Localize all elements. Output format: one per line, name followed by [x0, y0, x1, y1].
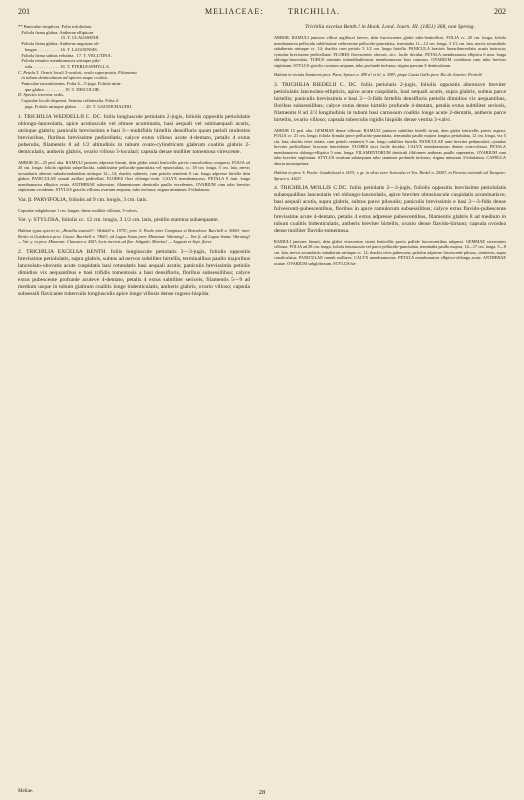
variety-heading: Var. β. PARVIFOLIA, foliolis ad 9 cm. longis, 3 cm. latis. [18, 196, 148, 203]
key-line: Foliola firma subtus velutina . 17. T. VELUTINA. [18, 52, 112, 58]
key-line: que glabra . . . . . . . . . 19. T. DISCOLOR. [18, 86, 100, 92]
key-line: Paniculae racemiformes. Folia 4—5-juga. Foliola utrin- [18, 81, 122, 87]
running-header [18, 6, 506, 18]
species-description: ARBOR 15 ped. alta. GEMMAE dense villosae. RAMULI juniores subtiliter hirtelli striati, dein glabri lenticellis parvis aspersi. FOLIA cc. 21 cm. longa; foliola firmula parce pellucido-punctulata, terminalia paullo majora longius petiolulata, 12 cm. longa, vix 5 cm. lata; rhachis teres striata, cum petiolo semiterti 9 cm. longo subtiliter hirtella. PANICULAE rami breviter pedunculati; cymulae breviter pedicellatae; bracteae lanceolatae. FLORES sicci facile decidui. CALYX membranaceus dentes ovato-obtusi. PETALA membranacea oblongo-elliptica 5 mm. longa. FILAMENTORUM denticuli filiformes antheras paullo superantes. OVARIUM cum tubo breviter stipitatum. STYLUS ovarium subaequans tubo staminea profunde inclusus; stigma minutum 3-lobulatum. CAPSULA abortu monosperma. [274, 127, 506, 166]
header-genus: TRICHILIA. [288, 7, 340, 16]
variety-heading: Var. γ. STYLOSA, foliolis cc. 12 cm. longis, 3 1/2 cm. latis, pistillo stamina subaequante. [18, 217, 219, 224]
species-key [18, 24, 250, 110]
key-line: 15. T. CLAUSSENII. [18, 35, 100, 41]
key-line: C. Petala 5. Ovarii loculi 3-ovulati; ovula superposita. Filamenta [18, 69, 137, 75]
page-number-left: 201 [18, 7, 30, 16]
key-line: sula . . . . . . . . . . . . 18. T. PTERLEAPHYLLA. [18, 63, 111, 69]
synonym-citation: Trichilia excelsa Benth.! in Hook. Lond. Journ. III. (1851) 368, non Spreng. [305, 24, 475, 30]
species-description: ARBOR. RAMULI juniores villosi argillacei laeves, dein fuscescentes glabri tubo-lenticellosi. FOLIA cc. 20 cm. longa; foliola membranacea pellucida subtilissime crebrerrime pellucido-punctulata, terminalia 11—12 cm. longa, 3 1/2 cm. lata, nervis secundariis subalternis utrinque cc. 14; rhachis cum petiolo 5 1/2 cm. longo hirtella. PANICULA bracteis linearilanceolatis acutis instructa; cymulae brevissime pedicellatae. FLORES flavescentes obovati, sicc. facile decidui. PETALA membranacea elliptica 6 mm. longa oblongo-lanceolata. TUBUS staminis infundibuliformis membranaceus basi carnosus. OVARIUM ovoideum cum tubo breviter stipitatum. STYLUS gracilis ovarium aequans, tubo profunde inclusus; stigma parvum 3-denticulatum. [274, 35, 506, 68]
species-diagnosis: 3. TRICHILIA RIEDELII C. DC. foliis petiolatis 2-jugis, foliolis oppositis alternisve breviter petiolulatis lanceolato-ellipticis, apice acute cuspidatis, basi nequali acutis, supra glabris, subtus parce hirtellis; paniculis brevissimis e basi 2—3-fidis hirtellis densifloris petiolis dimidios vix aequantibus, floribus subsessilibus; calyce extus dense hirtello profunde 4-dentato, petalis extus subtiliter sericeis, filamentis 8 ad 2/3 longitudinis in tubum basi carnosum coalitis longe acute 2-dentatis, antheris parce hirtellis, ovario villoso; capsula tuberculis rigidis hispidis dense vestita 3-valvi. [274, 81, 506, 123]
key-line: Foliola firma glabra. Antherae ellipticae [18, 29, 94, 35]
species-description: RAMULI juniores hirsuti, dein glabri virescentes striati lenticellis parvis pallide fuscescentibus adspersi. GEMMAE virescentes villosae. FOLIA ad 28 cm. longa; foliola tenuiuscula vel parce pellucido-punctulata, terminalia paullo majora, 14—17 cm. longa, 5—8 cm. lata, nervis secundariis subalternis utrinque cc. 12; rhachis teres pubescens; petiolus adpresse fuscescenti-pilosus, semiteres, supra canaliculatus. PANICULAE ramuli axillares. CALYX membranaceus. PETALA membranacea elliptico-oblonga acuta. ANTHERAE acutae. OVARIUM subglobosum. STYLUS hir- [274, 238, 506, 266]
page-number-right: 202 [494, 7, 506, 16]
key-line: Foliola firma glabra. Antherae angustae ob- [18, 41, 100, 47]
key-line: juga. Foliola utrinque glabra . . . . 20. T. GAUDICHAUDII. [18, 103, 133, 109]
key-line: ** Paniculae simplices. Folia trifoliolata. [18, 24, 92, 29]
habitat-note: Habitat typus speciei in „Brasilia australi“: Weddell n. 1975!; prov. S. Paulo inter Campinas et Borcalava: Burchell n. 5066!; inter Retiro et Guiabeira prov. Goyaz: Burchell n. 7466!; ad Lagoa Santa prov. Minarum: Warming! — Var. β. ad Lagoa Santa: Warming! — Var. γ. in prov. Minarum: Claussen n. 458!; locis incertis ad flue. Salgado: Martius! — Augusto et Sept. floret. [18, 228, 250, 245]
key-line: in tubum denticulatum ad apicem usque coalita. [18, 75, 108, 81]
header-family: MELIACEAE: [205, 7, 264, 16]
species-diagnosis: 1. TRICHILIA WEDDELLII C. DC. foliis longiuscule petiolatis 2-jugis, foliolis oppositis petiolulatis oblongo-lanceolatis, apice acutiuscule vel obtuse acuminatis, basi aequali vel subinaequali acutis, utrinque glabris; paniculis brevissimis e basi 3—multifidis hirtellis densifloris quam petioli multoties brevioribus, floribus brevissime pedicellatis; calyce extus villoso acute 4-dentato, petalis 4 extus puberulis, filamentis 8 ad 1/2 altitudinis in tubum ovato-cylindricum glabrum coalitis glabris 2-denticulatis, antheris glabris, ovario villoso 3-loculari; capsula denae molliter tomentosa virescente. [18, 113, 250, 155]
key-line: Foliola tenuiter membranacea utrinque pilo- [18, 58, 101, 64]
key-line: Capsulae loculi dispermi. Semina collateralia. Folia 2- [18, 98, 120, 104]
sheet-number: 28 [258, 789, 266, 796]
variety-description: Capsulae subglobosae 1 cm. longae, dense molliter villosae, 3-valves. [18, 207, 139, 213]
right-column [274, 24, 506, 786]
key-line: D. Species incertae sedis. [18, 92, 65, 98]
left-column [18, 24, 250, 786]
habitat-note: Habitat in prov. S. Paulo: Gaudichaud n. 603!; r. gr. in silvis inter Sorocaba et Ytu: Riedel n. 2058!; in Peruvia orientali ad Tarapoto: Spruce n. 4421! [274, 170, 506, 181]
species-diagnosis: 4. TRICHILIA MOLLIS C.DC. foliis petiolatis 2—3-jugis, foliolis oppositis brevissime petiolulatis subaequalibus lanceolatis vel oblongo-lanceolatis, apice breviter obtusiuscule cuspidatis acuminatisve, basi aequali acutis, supra glabris, subtus parce pilosulis; paniculis brevissimis e basi 2—3-fidis dense fulvescenti-pubescentibus, floribus in apice ramulorum subsessilibus; calyce extus flavido-pubescente brevissime acute 4-dentato, petalis 4 extus adpresse pubescentibus, filamentis glabris 8 ad medium in tubum coalitis bidenticulatis, antheris breviter hirtellis, ovario dense flavido-hirsuto; capsula ovoidea dense molliter flavido-tomentosa. [274, 185, 506, 234]
species-description: ARBOR 20—25 ped. alta. RAMULI juniores adpresse hirsuti, dein glabri striati lenticellis parvis concoloribus conspersi. FOLIA ad 20 cm. longa; foliola rigidula subpellucida, subtilissime pellucido-punctulata vel epunctulata, cc. 18 cm. longa, 5 cm. lata, nervis secundariis alternis subadscendentibus utrinque 12—14; rhachis subteres, cum petiolo semiterti 6 cm. longo adpresse hirtella dein glabra. PANICULAE ramuli axillari pedicellati. FLORES flavi oblongo-ovati. CALYX membranaceus. PETALA 8 mm. longa membranacea elliptica ovata. ANTHERAE subovatae, filamentorum denticulis paullo excedentes. OVARIUM cum tubo breviter stipitatum ovoideum. STYLUS gracilis villosus ovarium aequans, tubo inclusus; stigma minimum 3-lobulatum. [18, 159, 250, 193]
footer-signature: Meliae. [18, 789, 34, 794]
species-diagnosis: 2. TRICHILIA EXCELSA BENTH. foliis longiuscule petiolatis 3—3-jugis, foliolis oppositis brevissime petiolulatis, supra glabris, subtus ad nervos subtiliter hirtellis, terminalibus paullo majoribus lanceolato-obovatis acute cuspidatis basi rotundatis basi aequali acutis; paniculis brevissimis petiolis dimidios vix aequantibus e basi trifidis tomentosis a basi densifloris, floribus subsessilibus; calyce extus pubescente profunde acuteve 4-dentato, petalis 4 extus subtiliter sericeis, filamentis 5—9 ad medium usque in tubum glabrum coalitis longe bidenticulatis, antheris glabris, ovario villoso; capsula subsessili flavicante tuberculis longiusculis apice longe villosis dense rugoso-hispida. [18, 248, 250, 298]
key-line: longae . . . . . . . . . . 16. T. LAGOENSIS. [18, 46, 98, 52]
habitat-note: Habitat in vicinia Santarem prov. Para: Spruce n. 499 a! et b!, n. 598!; prope Canta Gallo prov. Rio de Janeiro: Peckolt! [274, 72, 483, 78]
